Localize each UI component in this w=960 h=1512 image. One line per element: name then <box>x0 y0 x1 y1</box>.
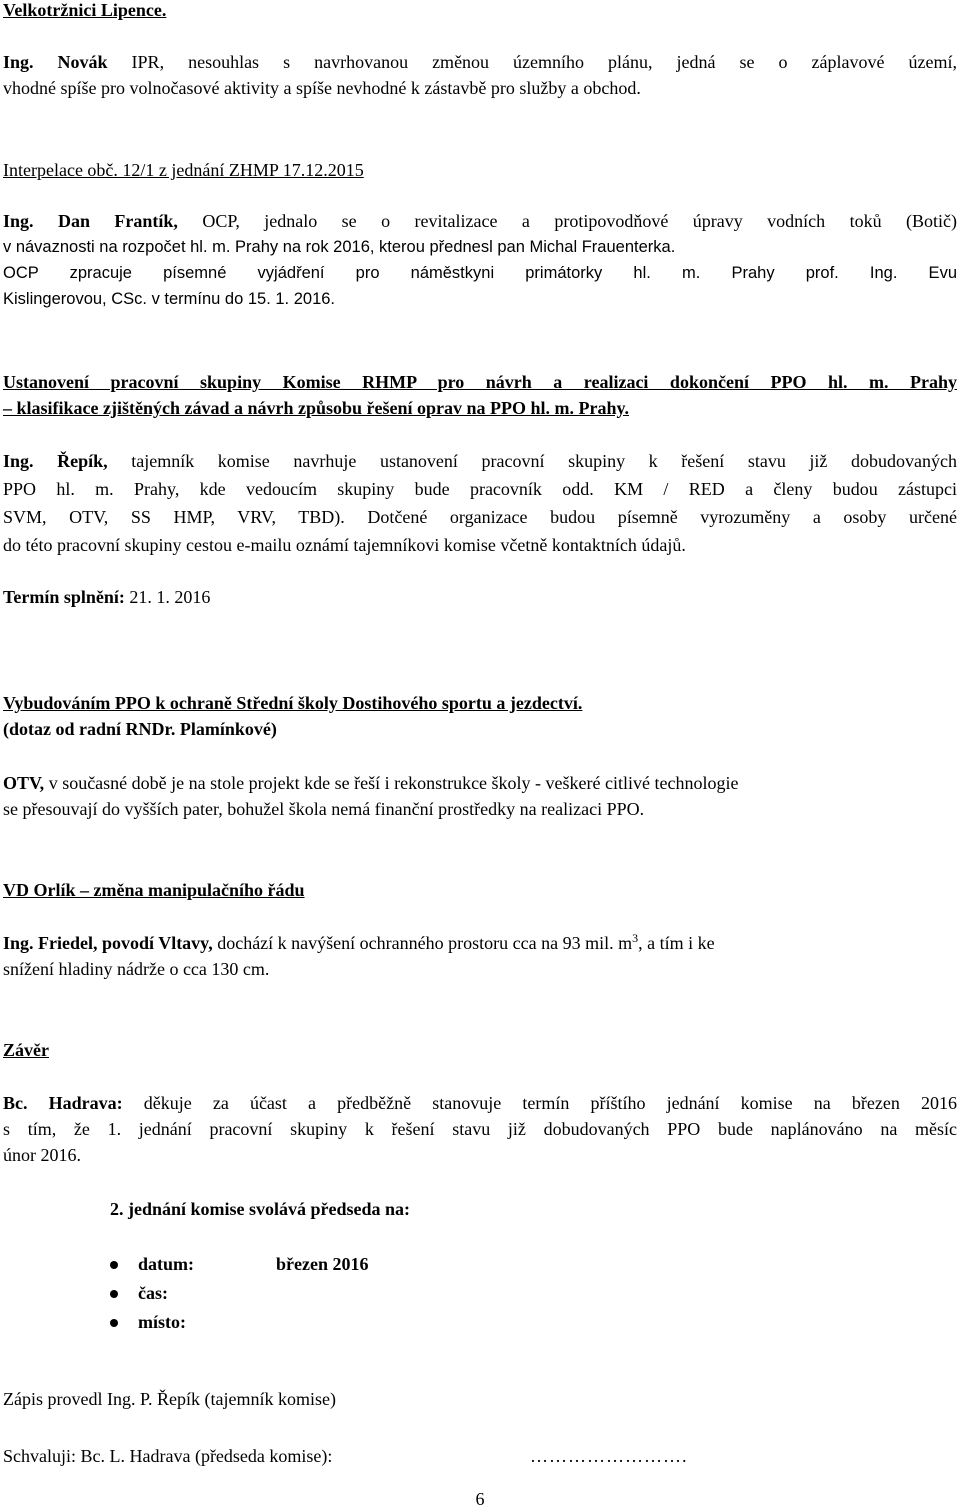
skola-heading: Vybudováním PPO k ochraně Střední školy Dostihového sportu a jezdectví. <box>3 693 583 713</box>
skupina-line-2: PPO hl. m. Prahy, kde vedoucím skupiny bude pracovník odd. KM / RED a členy budou zástupci <box>3 479 957 499</box>
page-number: 6 <box>475 1489 485 1509</box>
speaker-hadrava: Bc. Hadrava: <box>3 1093 123 1113</box>
speaker-frantik: Ing. Dan Frantík, <box>3 211 178 231</box>
list-item-datum: datum: březen 2016 <box>110 1250 368 1279</box>
list-item-misto: místo: <box>110 1308 368 1337</box>
orlik-heading: VD Orlík – změna manipulačního řádu <box>3 880 305 900</box>
zaver-line-2: s tím, že 1. jednání pracovní skupiny k řešení stavu již dobudovaných PPO bude naplánováno na měsíc <box>3 1119 957 1139</box>
interpelace-line-4: Kislingerovou, CSc. v termínu do 15. 1. 2016. <box>3 290 336 308</box>
orlik-line-2: snížení hladiny nádrže o cca 130 cm. <box>3 959 270 979</box>
zaver-line-3: únor 2016. <box>3 1145 81 1165</box>
next-meeting-title: 2. jednání komise svolává předseda na: <box>110 1199 411 1219</box>
skola-subheading: (dotaz od radní RNDr. Plamínkové) <box>3 719 277 739</box>
zaver-line-1: Bc. Hadrava: děkuje za účast a předběžně stanovuje termín příštího jednání komise na březen 2016 <box>3 1093 957 1113</box>
interpelace-line-3: OCP zpracuje písemné vyjádření pro náměstkyni primátorky hl. m. Prahy prof. Ing. Evu <box>3 264 957 282</box>
superscript-3: 3 <box>632 931 639 945</box>
top-fragment-heading: Velkotržnici Lipence. <box>3 0 167 20</box>
deadline-value: 21. 1. 2016 <box>124 587 211 607</box>
novak-line-1: Ing. Novák IPR, nesouhlas s navrhovanou změnou územního plánu, jedná se o záplavové území, <box>3 52 958 72</box>
speaker-otv: OTV, <box>3 773 45 793</box>
orlik-line-1: Ing. Friedel, povodí Vltavy, dochází k navýšení ochranného prostoru cca na 93 mil. $m^3$, a tím i ke <box>3 931 715 953</box>
signature-line: ……………………. <box>530 1446 688 1466</box>
bullet-icon <box>110 1290 118 1298</box>
skupina-heading-2: – klasifikace zjištěných závad a návrh způsobu řešení oprav na PPO hl. m. Prahy. <box>3 398 630 418</box>
interpelace-line-2: v návaznosti na rozpočet hl. m. Prahy na rok 2016, kterou přednesl pan Michal Frauenterka. <box>3 238 676 256</box>
zaver-heading: Závěr <box>3 1040 49 1060</box>
skola-line-2: se přesouvají do vyšších pater, bohužel škola nemá finanční prostředky na realizaci PPO. <box>3 799 645 819</box>
interpelace-heading: Interpelace obč. 12/1 z jednání ZHMP 17.12.2015 <box>3 160 364 180</box>
speaker-friedel: Ing. Friedel, povodí Vltavy, <box>3 933 213 953</box>
schvaluji: Schvaluji: Bc. L. Hadrava (předseda komise): <box>3 1446 333 1466</box>
skupina-line-1: Ing. Řepík, tajemník komise navrhuje ustanovení pracovní skupiny k řešení stavu již dobudovaných <box>3 451 957 471</box>
skupina-heading-1: Ustanovení pracovní skupiny Komise RHMP pro návrh a realizaci dokončení PPO hl. m. Prahy <box>3 372 957 392</box>
speaker-novak: Ing. Novák <box>3 52 108 72</box>
interpelace-line-1: Ing. Dan Frantík, OCP, jednalo se o revitalizace a protipovodňové úpravy vodních toků (Botič) <box>3 211 957 231</box>
skola-line-1: OTV, v současné době je na stole projekt kde se řeší i rekonstrukce školy - veškeré citlivé technologie <box>3 773 739 793</box>
next-meeting-list <box>110 1250 368 1337</box>
zapis-provedl: Zápis provedl Ing. P. Řepík (tajemník komise) <box>3 1389 336 1409</box>
novak-line-2: vhodné spíše pro volnočasové aktivity a spíše nevhodné k zástavbě pro služby a obchod. <box>3 78 641 98</box>
skupina-deadline <box>3 584 957 610</box>
list-item-cas: čas: <box>110 1279 368 1308</box>
deadline-label: Termín splnění: <box>3 587 125 607</box>
bullet-icon <box>110 1261 118 1269</box>
speaker-repik: Ing. Řepík, <box>3 451 108 471</box>
skupina-line-3: SVM, OTV, SS HMP, VRV, TBD). Dotčené organizace budou písemně vyrozuměny a osoby určené <box>3 507 957 527</box>
bullet-icon <box>110 1319 118 1327</box>
skupina-line-4: do této pracovní skupiny cestou e-mailu oznámí tajemníkovi komise včetně kontaktních údajů. <box>3 535 686 555</box>
